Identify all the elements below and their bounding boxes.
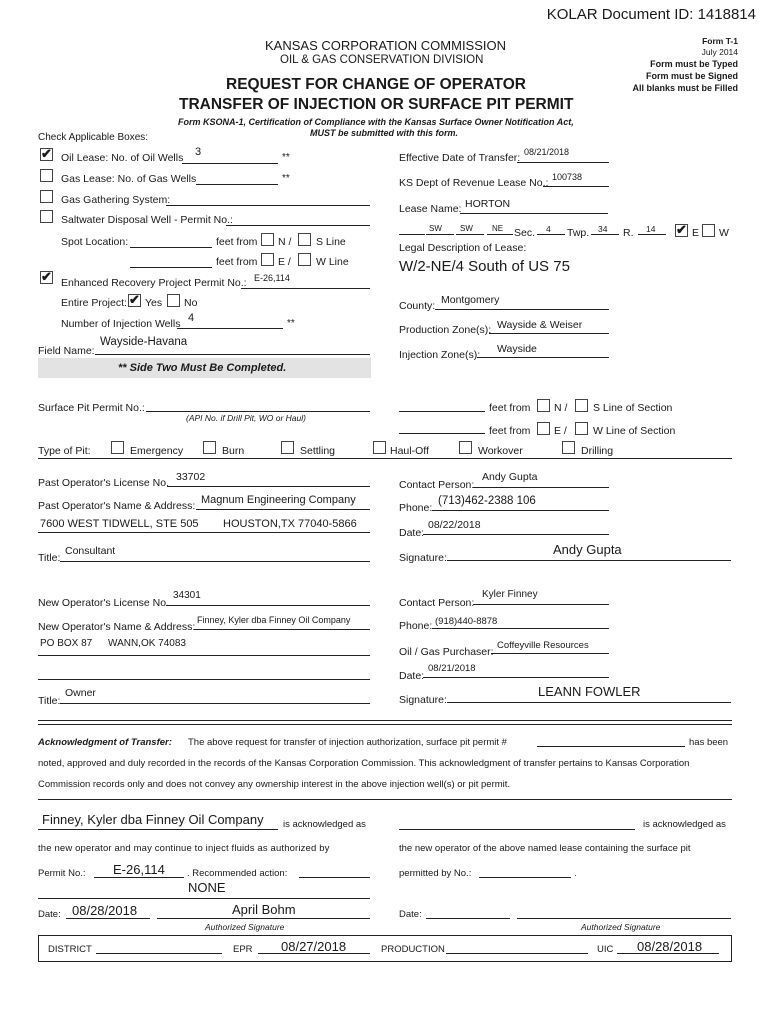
past-contact-label: Contact Person: — [399, 479, 475, 491]
effective-date-value[interactable]: 08/21/2018 — [524, 147, 570, 157]
gas-gathering-checkbox[interactable] — [40, 190, 53, 203]
field-name-line — [95, 354, 370, 355]
past-signature-label: Signature: — [399, 552, 447, 564]
ack-recommended-label: . Recommended action: — [187, 868, 288, 879]
ack-left-is-acknowledged: is acknowledged as — [283, 819, 366, 830]
pit-n-label: N / — [554, 402, 568, 414]
quarter3-line — [487, 234, 513, 235]
past-address-line1[interactable]: 7600 WEST TIDWELL, STE 505 — [40, 518, 199, 530]
subtitle-line1: Form KSONA-1, Certification of Compliance with the Kansas Surface Owner Notification Act, — [178, 117, 574, 127]
ack-recommended-value[interactable]: NONE — [188, 880, 226, 895]
routing-epr-label: EPR — [233, 944, 253, 955]
check-mark-icon: ✔ — [129, 292, 140, 307]
new-license-label: New Operator's License No. — [38, 597, 169, 609]
production-zones-label: Production Zone(s): — [399, 324, 492, 336]
past-title-value[interactable]: Consultant — [65, 545, 116, 557]
new-address-line1[interactable]: PO BOX 87 — [40, 638, 93, 649]
ack-permit-label: Permit No.: — [38, 868, 86, 879]
pit-feet-from-ew: feet from — [489, 425, 531, 437]
ack-permitted-by-period: . — [574, 868, 577, 879]
spot-n-label: N / — [278, 236, 292, 248]
check-mark-icon: ✔ — [41, 269, 52, 284]
new-address-line2[interactable]: WANN,OK 74083 — [108, 638, 186, 649]
new-license-line — [166, 605, 370, 606]
entire-project-yes-label: Yes — [145, 297, 163, 309]
form-title-line2: TRANSFER OF INJECTION OR SURFACE PIT PERMIT — [179, 96, 574, 113]
past-license-line — [167, 486, 370, 487]
pit-s-line-label: S Line of Section — [593, 402, 673, 414]
field-name-value[interactable]: Wayside-Havana — [100, 336, 188, 348]
pit-type-burn-label: Burn — [222, 445, 245, 457]
new-phone-label: Phone: — [399, 620, 433, 632]
past-contact-line — [473, 487, 609, 488]
surface-pit-line — [146, 411, 370, 412]
range-e-label: E — [692, 227, 700, 239]
effective-date-label: Effective Date of Transfer: — [399, 152, 521, 164]
new-date-line — [423, 677, 609, 678]
new-date-label: Date: — [399, 670, 425, 682]
past-address-line — [38, 532, 370, 533]
pit-type-settling-checkbox[interactable] — [281, 441, 294, 454]
blanks-note: All blanks must be Filled — [632, 83, 738, 93]
entire-project-label: Entire Project: — [61, 297, 127, 309]
legal-description-value[interactable]: W/2-NE/4 South of US 75 — [399, 258, 570, 275]
production-zones-line — [489, 333, 609, 334]
spot-ns-line — [130, 247, 212, 248]
range-w-label: W — [719, 227, 729, 239]
new-purchaser-label: Oil / Gas Purchaser: — [399, 646, 494, 658]
range-label: R. — [623, 227, 634, 239]
side-two-note: ** Side Two Must Be Completed. — [118, 362, 287, 374]
gas-lease-label: Gas Lease: No. of Gas Wells — [61, 173, 197, 185]
ack-divider-mid — [38, 799, 732, 800]
spot-s-line-label: S Line — [316, 236, 346, 248]
pit-e-label: E / — [554, 425, 567, 437]
spot-s-checkbox[interactable] — [298, 233, 311, 246]
ack-left-operator-name[interactable]: Finney, Kyler dba Finney Oil Company — [42, 812, 264, 827]
ack-recommended-line2 — [38, 898, 370, 899]
surface-pit-label: Surface Pit Permit No.: — [38, 402, 145, 414]
routing-epr-value[interactable]: 08/27/2018 — [281, 939, 347, 954]
api-note: (API No. if Drill Pit, WO or Haul) — [186, 413, 306, 423]
new-address-line2-rule — [38, 679, 370, 680]
pit-type-settling-label: Settling — [300, 445, 336, 457]
new-name-line — [194, 629, 370, 630]
ks-lease-line — [543, 186, 609, 187]
legal-description-label: Legal Description of Lease: — [399, 242, 527, 254]
range-line — [638, 234, 666, 235]
ack-left-authorized-signature: Authorized Signature — [205, 922, 285, 932]
spot-w-line-label: W Line — [316, 256, 349, 268]
swd-label: Saltwater Disposal Well - Permit No.: — [61, 214, 233, 226]
ack-left-date-line — [66, 918, 150, 919]
new-phone-line — [432, 628, 609, 629]
quarter2-value[interactable]: SW — [460, 224, 473, 233]
enhanced-permit-line — [241, 288, 370, 289]
sec-line — [537, 234, 565, 235]
ks-lease-label: KS Dept of Revenue Lease No.: — [399, 177, 549, 189]
quarter2-line — [456, 234, 484, 235]
ack-left-signature-line — [157, 918, 370, 919]
county-label: County: — [399, 300, 436, 312]
entire-project-no-checkbox[interactable] — [167, 294, 180, 307]
routing-uic-value[interactable]: 08/28/2018 — [637, 939, 703, 954]
ack-left-date-value[interactable]: 08/28/2018 — [72, 903, 138, 918]
enhanced-recovery-label: Enhanced Recovery Project Permit No.: — [61, 277, 247, 289]
form-date: July 2014 — [701, 47, 738, 57]
past-address-line2[interactable]: HOUSTON,TX 77040-5866 — [223, 518, 357, 530]
new-signature-value[interactable]: LEANN FOWLER — [538, 684, 641, 699]
ack-right-date-line — [426, 918, 510, 919]
pit-e-checkbox[interactable] — [537, 422, 550, 435]
past-title-line — [60, 561, 370, 562]
pit-type-drilling-label: Drilling — [581, 445, 614, 457]
pit-type-hauloff-label: Haul-Off — [390, 445, 429, 457]
signed-note: Form must be Signed — [645, 71, 738, 81]
pit-feet-from-ns: feet from — [489, 402, 531, 414]
check-boxes-label: Check Applicable Boxes: — [38, 132, 149, 143]
pit-type-label: Type of Pit: — [38, 445, 91, 457]
new-contact-value[interactable]: Kyler Finney — [482, 589, 538, 600]
agency-line2: OIL & GAS CONSERVATION DIVISION — [280, 54, 484, 66]
pit-type-emergency-label: Emergency — [130, 445, 184, 457]
routing-district-line — [96, 953, 222, 954]
injection-zones-value[interactable]: Wayside — [497, 343, 537, 355]
ack-recommended-line — [299, 877, 370, 878]
ack-text1: The above request for transfer of injection authorization, surface pit permit # — [188, 737, 507, 748]
pit-w-line-label: W Line of Section — [593, 425, 676, 437]
ack-text3: Commission records only and does not convey any ownership interest in the above injection well(s) or pit permit. — [38, 779, 511, 790]
spot-w-checkbox[interactable] — [298, 253, 311, 266]
production-zones-value[interactable]: Wayside & Weiser — [497, 319, 583, 331]
form-title-line1: REQUEST FOR CHANGE OF OPERATOR — [226, 76, 526, 93]
pit-s-checkbox[interactable] — [575, 399, 588, 412]
county-line — [435, 309, 609, 310]
document-id: KOLAR Document ID: 1418814 — [546, 6, 756, 23]
effective-date-line — [517, 162, 609, 163]
injection-zones-label: Injection Zone(s): — [399, 349, 481, 361]
oil-wells-value[interactable]: 3 — [195, 146, 202, 158]
routing-uic-label: UIC — [597, 944, 614, 955]
swd-checkbox[interactable] — [40, 210, 53, 223]
twp-label: Twp. — [567, 227, 590, 239]
past-name-line — [196, 509, 370, 510]
new-license-value[interactable]: 34301 — [173, 590, 201, 601]
entire-project-no-label: No — [184, 297, 198, 309]
new-signature-line — [447, 702, 731, 703]
pit-n-checkbox[interactable] — [537, 399, 550, 412]
past-contact-value[interactable]: Andy Gupta — [482, 471, 538, 483]
lease-name-label: Lease Name: — [399, 203, 462, 215]
pit-ew-line — [399, 433, 485, 434]
ack-text2: noted, approved and duly recorded in the records of the Kansas Corporation Commission. This acknowledgment of transfer pertains to Kansas Corporation — [38, 758, 690, 769]
spot-n-checkbox[interactable] — [261, 233, 274, 246]
check-mark-icon: ✔ — [41, 146, 52, 161]
new-title-value[interactable]: Owner — [65, 687, 96, 699]
oil-lease-label: Oil Lease: No. of Oil Wells — [61, 152, 184, 164]
ack-left-operator-line — [38, 829, 278, 830]
ack-left-date-label: Date: — [38, 909, 61, 920]
ks-lease-value[interactable]: 100738 — [552, 172, 583, 182]
ack-permit-value[interactable]: E-26,114 — [113, 862, 165, 877]
ack-left-signer[interactable]: April Bohm — [232, 902, 296, 917]
check-mark-icon: ✔ — [676, 222, 687, 237]
lease-name-value[interactable]: HORTON — [465, 198, 511, 210]
spot-feet-from-ns: feet from — [216, 236, 258, 248]
ack-divider-top — [38, 720, 732, 721]
oil-wells-stars: ** — [282, 152, 290, 163]
past-name-label: Past Operator's Name & Address: — [38, 500, 196, 512]
quarter1b-line — [426, 234, 454, 235]
enhanced-permit-value[interactable]: E-26,114 — [254, 273, 290, 283]
gas-gathering-line — [166, 205, 370, 206]
sec-value[interactable]: 4 — [546, 224, 551, 234]
oil-wells-line — [182, 163, 278, 164]
range-w-checkbox[interactable] — [702, 224, 715, 237]
ack-divider-top2 — [38, 724, 732, 725]
past-date-line — [423, 534, 609, 535]
injection-wells-line — [177, 328, 283, 329]
new-purchaser-line — [491, 653, 609, 654]
swd-line — [226, 225, 370, 226]
sec-label: Sec. — [514, 227, 536, 239]
routing-production-line — [446, 953, 588, 954]
typed-note: Form must be Typed — [650, 59, 738, 69]
subtitle-line2: MUST be submitted with this form. — [310, 128, 458, 138]
past-date-value[interactable]: 08/22/2018 — [428, 519, 481, 531]
ack-right-authorized-signature: Authorized Signature — [581, 922, 661, 932]
ack-right-date-label: Date: — [399, 909, 422, 920]
ack-text1-end: has been — [689, 737, 729, 748]
past-license-value[interactable]: 33702 — [176, 471, 206, 483]
ack-permitted-by-label: permitted by No.: — [399, 868, 472, 879]
pit-type-workover-checkbox[interactable] — [459, 441, 472, 454]
new-contact-line — [473, 604, 609, 605]
ack-right-operator-line — [399, 829, 635, 830]
past-signature-value[interactable]: Andy Gupta — [553, 542, 622, 557]
past-phone-line — [432, 510, 609, 511]
ack-heading: Acknowledgment of Transfer: — [38, 737, 172, 748]
spot-location-label: Spot Location: — [61, 236, 129, 248]
new-title-line — [60, 703, 370, 704]
gas-wells-stars: ** — [282, 173, 290, 184]
spot-e-label: E / — [278, 256, 291, 268]
new-purchaser-value[interactable]: Coffeyville Resources — [497, 640, 589, 651]
quarter1-line — [399, 234, 425, 235]
pit-type-emergency-checkbox[interactable] — [111, 441, 124, 454]
quarter3-value[interactable]: NE — [492, 224, 504, 233]
new-name-value[interactable]: Finney, Kyler dba Finney Oil Company — [197, 615, 351, 625]
new-name-label: New Operator's Name & Address: — [38, 621, 196, 633]
new-phone-value[interactable]: (918)440-8878 — [435, 616, 498, 627]
past-license-label: Past Operator's License No. — [38, 477, 169, 489]
ack-left-text: the new operator and may continue to inject fluids as authorized by — [38, 843, 330, 854]
ack-right-text: the new operator of the above named lease containing the surface pit — [399, 843, 691, 854]
gas-gathering-label: Gas Gathering System: — [61, 194, 171, 206]
pit-w-checkbox[interactable] — [575, 422, 588, 435]
new-contact-label: Contact Person: — [399, 597, 475, 609]
past-phone-value[interactable]: (713)462-2388 106 — [438, 495, 536, 507]
pit-section-rule — [38, 458, 732, 459]
new-address-line — [38, 655, 370, 656]
lease-name-line — [460, 213, 608, 214]
twp-line — [591, 234, 619, 235]
county-value[interactable]: Montgomery — [441, 294, 500, 306]
new-date-value[interactable]: 08/21/2018 — [428, 663, 476, 674]
injection-wells-value[interactable]: 4 — [188, 312, 195, 324]
past-phone-label: Phone: — [399, 502, 433, 514]
new-title-label: Title: — [38, 695, 61, 707]
ack-right-signature-line — [517, 918, 731, 919]
spot-ew-line — [130, 267, 212, 268]
quarter1-value[interactable]: SW — [429, 224, 442, 233]
gas-lease-checkbox[interactable] — [40, 169, 53, 182]
routing-district-label: DISTRICT — [48, 944, 92, 955]
pit-type-drilling-checkbox[interactable] — [562, 441, 575, 454]
agency-line1: KANSAS CORPORATION COMMISSION — [265, 38, 507, 53]
ack-right-is-acknowledged: is acknowledged as — [643, 819, 726, 830]
past-date-label: Date: — [399, 527, 425, 539]
spot-e-checkbox[interactable] — [261, 253, 274, 266]
twp-value[interactable]: 34 — [598, 224, 608, 234]
field-name-label: Field Name: — [38, 345, 95, 357]
spot-feet-from-ew: feet from — [216, 256, 258, 268]
pit-type-hauloff-checkbox[interactable] — [373, 441, 386, 454]
pit-type-workover-label: Workover — [478, 445, 523, 457]
pit-ns-line — [399, 411, 485, 412]
range-value[interactable]: 14 — [646, 224, 656, 234]
pit-type-burn-checkbox[interactable] — [203, 441, 216, 454]
past-title-label: Title: — [38, 552, 61, 564]
past-name-value[interactable]: Magnum Engineering Company — [201, 494, 356, 506]
form-id: Form T-1 — [702, 36, 738, 46]
ack-pit-permit-line — [537, 746, 685, 747]
injection-wells-stars: ** — [287, 318, 295, 329]
gas-wells-line — [196, 184, 278, 185]
routing-production-label: PRODUCTION — [381, 944, 445, 955]
ack-permitted-by-line — [479, 877, 571, 878]
new-signature-label: Signature: — [399, 694, 447, 706]
injection-wells-label: Number of Injection Wells — [61, 318, 181, 330]
ack-permit-line — [94, 877, 184, 878]
injection-zones-line — [477, 357, 609, 358]
past-signature-line — [447, 560, 731, 561]
